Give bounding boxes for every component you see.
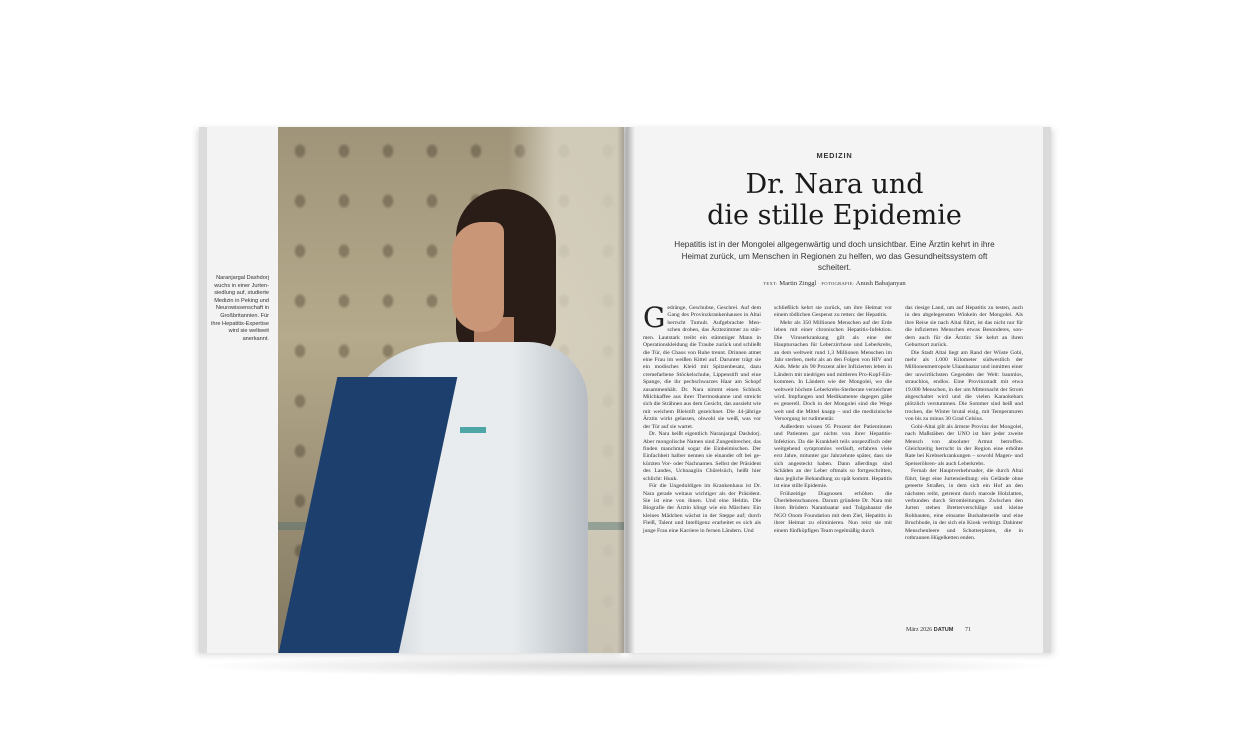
body-paragraph: das riesige Land, um auf Hepatitis zu testen, auch in den abgelegensten Winkeln der Mongolei. Als ihre Reise sie nach Altai führt, ist das nicht nur für die infizierten Menschen etwas Besonderes, sondern auch für die Ärztin: Sie kehrt an ihren Geburtsort zurück.	[905, 305, 1023, 349]
drop-cap: G	[643, 301, 666, 334]
photo-author: Anush Babajanyan	[855, 280, 906, 287]
page-number: 71	[964, 627, 971, 633]
title-line-1: Dr. Nara und	[745, 169, 924, 200]
left-page-edge	[199, 127, 207, 653]
article-credits	[626, 280, 1043, 287]
body-paragraph: schließlich kehrt sie zurück, um ihre Heimat vor einem tödlichen Gespenst zu retten: der Hepatitis.	[774, 305, 892, 319]
text-author: Martin Zinggl	[779, 280, 817, 287]
body-paragraph: Die Stadt Altai liegt am Rand der Wüste Gobi, mehr als 1.000 Kilometer südwestlich der Millionenmetropole Ulaanbaatar und inmitten einer der unwirtlichsten Gegenden der Welt: baumlos, strauchlos, endlos. Eine Provinzstadt mit etwa 19.000 Menschen, in der um Mitternacht der Strom abgeschaltet wird und die vielen Karaokebars plötzlich verstummen. Die Sommer sind heiß und trocken, die Winter brutal eisig, mit Temperaturen von bis zu minus 30 Grad Celsius.	[905, 349, 1023, 423]
portrait-photo	[278, 127, 624, 653]
title-line-2: die stille Epidemie	[707, 200, 962, 231]
body-paragraph: Außerdem wissen 95 Prozent der Patientinnen und Patienten gar nichts von ihrer Hepatitis-Infektion. Da die Krankheit teils unspezifisch oder weitgehend symptomlos verläuft, erfahren viele erst Jahre, mitunter gar Jahrzehnte später, dass sie sich angesteckt haben. Dann allerdings sind Schäden an der Leber oftmals so fortgeschritten, dass jegliche Behandlung zu spät kommt. Hepatitis ist eine stille Epidemie.	[774, 423, 892, 490]
magazine-shadow	[190, 655, 1060, 677]
spine-gutter	[617, 127, 635, 653]
body-paragraph: Dr. Nara heißt eigentlich Naranjargal Dashdorj. Aber mongolische Namen sind Zungenbrecher, das finden manchmal sogar die Einheimischen. Der Einfachheit halber nennen sie einander oft bei gekürzten Vor- oder Nachnamen. Selbst der Präsident des Landes, Uchnaagiin Chürelsüch, heißt hier schlicht: Huuk.	[643, 431, 761, 482]
article-subtitle: Hepatitis ist in der Mongolei allgegenwärtig und doch unsichtbar. Eine Ärztin kehrt in ihre Heimat zurück, um Menschen in Regionen zu helfen, wo das Gesundheitssystem oft scheitert.	[674, 240, 995, 272]
body-column-3	[905, 305, 1023, 543]
body-paragraph: Fernab der Hauptverkehrsader, die durch Altai führt, liegt eine Jurtensiedlung: ein Gelände ohne geteerte Straßen, in dem sich ein Hof an den nächsten reiht, getrennt durch marode Holzlatten, verbunden durch Stromleitungen. Zwischen den Jurten stehen Bretterverschläge und kleine Rohbauten, eine einsame Bushaltestelle und eine Bruchbude, in der sich ein Kiosk verbirgt. Dahinter Menschenleere und Schotterpisten, die in rotbraunen Hügelketten enden.	[905, 468, 1023, 542]
body-column-1	[643, 301, 761, 535]
coat-pocket-tag	[460, 427, 486, 433]
issue-date: März 2026	[906, 627, 933, 633]
body-paragraph: Frühzeitige Diagnosen erhöhen die Überlebenschancen. Darum gründete Dr. Nara mit ihren Brüdern Naranbaatar und Tulgabaatar die NGO Onom Foundation mit dem Ziel, Hepatitis in ihrer Heimat zu eliminieren. Nun reist sie mit einem fünfköpfigen Team regelmäßig durch	[774, 490, 892, 534]
body-paragraph: Für die Ungeduldigen im Krankenhaus ist Dr. Nara gerade weitaus wichtiger als der Präsident. Sie ist eine von ihnen. Und eine Heldin. Die Biografie der Ärztin klingt wie ein Märchen: Ein kleines Mädchen wächst in der Steppe auf; durch Fleiß, Talent und Intelligenz erarbeitet es sich als junge Frau eine Karriere in fernen Ländern. Und	[643, 483, 761, 534]
left-page	[199, 127, 624, 653]
text-label: TEXT:	[763, 281, 778, 286]
magazine-spread	[199, 127, 1051, 653]
photo-label: · FOTOGRAFIE:	[818, 281, 855, 286]
body-paragraph: Gobi-Altai gilt als ärmste Provinz der Mongolei, nach Maßstäben der UNO ist hier jeder zweite Mensch von absoluter Armut betroffen. Gleichzeitig herrscht in der Region eine erhöhte Rate bei Krebserkrankungen – sowohl Magen- und Speiseröhren- als auch Leberkrebs.	[905, 423, 1023, 467]
body-paragraph	[643, 301, 761, 431]
right-page-edge	[1043, 127, 1051, 653]
body-paragraph: Mehr als 350 Millionen Menschen auf der Erde leben mit einer chronischen Hepatitis-Infektion. Die Viruserkrankung gilt als eine der Hauptursachen für Leberzirrhose und Leberkrebs, an dem weltweit rund 1,3 Millionen Menschen im Jahr sterben, mehr als an den Folgen von HIV und Aids. Mehr als 90 Prozent aller Infizierten leben in Ländern mit niedrigen und mittleren Pro-Kopf-Einkommen. In Ländern wie der Mongolei, wo die weltweit höchste Leberkrebs-Sterberate verzeichnet wird. Impfungen und Medikamente dagegen gäbe es generell. Doch in der Mongolei sind die Wege weit und die Mittel knapp – und die medizinische Versorgung ist rudimentär.	[774, 319, 892, 423]
doctor-face	[452, 222, 504, 332]
section-rubric: MEDIZIN	[816, 151, 853, 160]
photo-caption: Naranjargal Dashdorj wuchs in einer Jurtensiedlung auf, studierte Medizin in Peking und Neurowissenschaft in Großbritannien. Für ihre Hepatitis-Expertise wird sie weltweit anerkannt.	[211, 275, 269, 342]
paragraph-text: edränge, Geschubse, Geschrei. Auf dem Gang des Provinzkrankenhauses in Altai herrscht Tumult. Aufgebrachte Menschen drohen, das Ärztezimmer zu stürmen. Lautstark treibt ein stämmiger Mann in Operationskleidung die Traube zurück und schließt die Tür, die Chaos von Ruhe trennt. Drinnen atmet eine Frau im weißen Kittel auf. Darunter trägt sie ein modisches Kleid mit Spitzenbesatz, dazu cremefarbene Stöckelschuhe, Lippenstift und eine Spange, die ihr pechschwarzes Haar am Schopf zusammenhält. Dr. Nara nimmt einen Schluck Milchkaffee aus ihrer Thermoskanne und streicht sich die Strähnen aus dem Gesicht, das aussieht wie mit weichem Bleistift gezeichnet. Die 44-jährige Ärztin wirkt gelassen, obwohl sie weiß, was vor der Tür auf sie wartet.	[643, 305, 761, 430]
right-page	[626, 127, 1051, 653]
page-footer	[906, 627, 1024, 633]
article-title	[626, 169, 1043, 231]
magazine-brand: DATUM	[933, 627, 954, 633]
body-column-2	[774, 305, 892, 535]
